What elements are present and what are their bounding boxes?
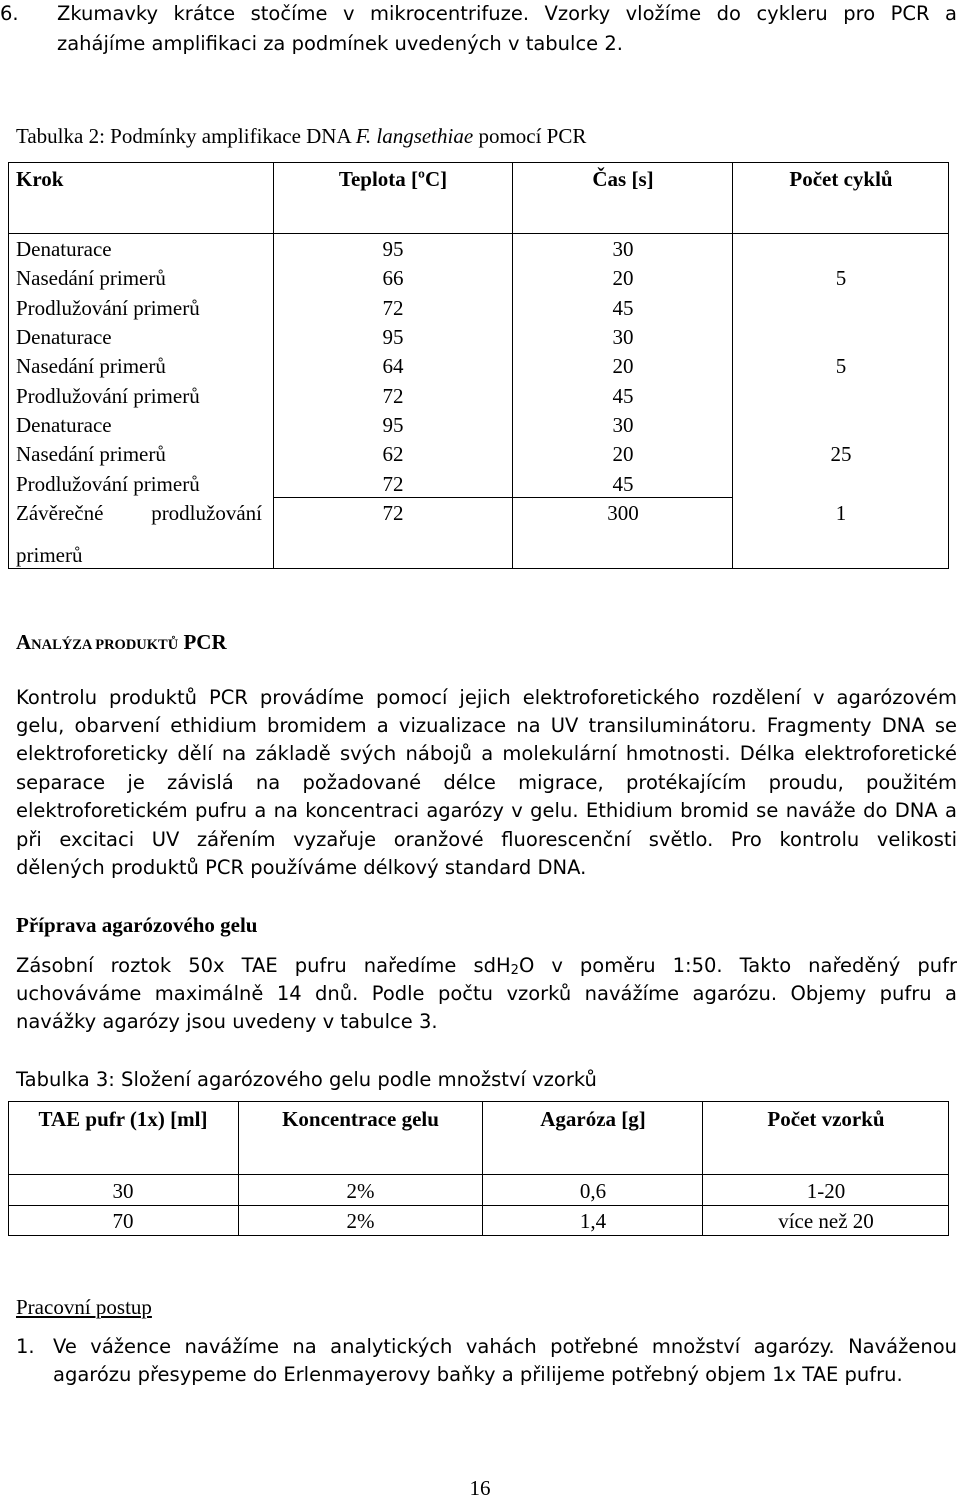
paragraph-line: elektroforeticky dělí na základě svých nábojů a molekulární hmotnosti. Délka elektroforetické	[16, 742, 957, 765]
table-cell-time: 45	[612, 472, 634, 496]
table-cell-temp: 72	[382, 472, 404, 496]
paragraph-line: uchováváme maximálně 14 dnů. Podle počtu vzorků navážíme agarózu. Objemy pufru a	[16, 982, 957, 1005]
table-cell-temp: 72	[382, 501, 404, 525]
procedure-line: agarózu přesypeme do Erlenmayerovy baňky a přilijeme potřebný objem 1x TAE pufru.	[53, 1363, 903, 1386]
table-header: Počet cyklů	[789, 167, 893, 191]
table-cell-step: Prodlužování primerů	[16, 384, 200, 408]
paragraph-line: dělených produktů PCR používáme délkový standard DNA.	[16, 856, 587, 879]
paragraph-line: navážky agarózy jsou uvedeny v tabulce 3.	[16, 1010, 438, 1033]
table-header: Počet vzorků	[767, 1107, 885, 1131]
table-cell-time: 20	[612, 266, 634, 290]
table-cell-step: Nasedání primerů	[16, 354, 166, 378]
table-cell-cycles: 25	[830, 442, 852, 466]
table-cell-temp: 95	[382, 325, 404, 349]
table-cell-time: 30	[612, 325, 634, 349]
section-heading: ANALÝZA PRODUKTŮ PCR	[16, 630, 227, 654]
table-caption	[16, 124, 586, 149]
table-cell: 1-20	[806, 1179, 846, 1203]
table-cell-temp: 95	[382, 237, 404, 261]
table-header: Krok	[16, 167, 64, 191]
table-cell: více než 20	[778, 1209, 874, 1233]
table-cell-temp: 64	[382, 354, 404, 378]
table-cell-step: Nasedání primerů	[16, 442, 166, 466]
paragraph-line: Kontrolu produktů PCR provádíme pomocí jejich elektroforetického rozdělení v agarózovém	[16, 686, 957, 709]
procedure-heading: Pracovní postup	[16, 1295, 152, 1319]
table-cell-time: 45	[612, 384, 634, 408]
table-cell-temp: 66	[382, 266, 404, 290]
caption-text: pomocí PCR	[473, 124, 587, 148]
table-cell: 2%	[346, 1179, 375, 1203]
intro-line: zahájíme amplifikaci za podmínek uvedených v tabulce 2.	[57, 32, 623, 55]
table-header: Agaróza [g]	[540, 1107, 646, 1131]
table-cell-time: 45	[612, 296, 634, 320]
paragraph-line: při excitaci UV zářením vyzařuje oranžové fluorescenční světlo. Pro kontrolu velikosti	[16, 828, 957, 851]
table-cell-time: 30	[612, 413, 634, 437]
table-cell-step: Denaturace	[16, 237, 112, 261]
table-cell-temp: 72	[382, 296, 404, 320]
table-cell-step: primerů	[16, 543, 83, 567]
paragraph-line: separace je závislá na požadované délce migrace, protékajícím proudu, použitém	[16, 771, 957, 794]
table-cell-time: 20	[612, 354, 634, 378]
table-header: Koncentrace gelu	[282, 1107, 439, 1131]
table-header: Teplota [ºC]	[338, 167, 448, 191]
table-header: Čas [s]	[592, 167, 654, 191]
caption-text: Tabulka 2: Podmínky amplifikace DNA	[16, 124, 356, 148]
table-cell-temp: 72	[382, 384, 404, 408]
procedure-line: Ve vážence navážíme na analytických vahách potřebné množství agarózy. Naváženou	[53, 1335, 957, 1358]
table-cell: 70	[112, 1209, 134, 1233]
table-cell-cycles: 1	[835, 501, 847, 525]
table-cell-step: Nasedání primerů	[16, 266, 166, 290]
table-cell-step: Závěrečné prodlužování	[16, 501, 262, 525]
table-cell: 2%	[346, 1209, 375, 1233]
table-cell: 1,4	[579, 1209, 607, 1233]
table-cell-time: 30	[612, 237, 634, 261]
table-cell-step: Denaturace	[16, 325, 112, 349]
table-cell-cycles: 5	[835, 266, 847, 290]
list-number: 6.	[0, 2, 19, 25]
caption-species: F. langsethiae	[355, 124, 474, 148]
subsection-heading: Příprava agarózového gelu	[16, 913, 258, 937]
table-cell-step: Prodlužování primerů	[16, 296, 200, 320]
table-cell-temp: 62	[382, 442, 404, 466]
list-number: 1.	[16, 1335, 35, 1358]
intro-line: Zkumavky krátce stočíme v mikrocentrifuze. Vzorky vložíme do cykleru pro PCR a	[57, 2, 957, 25]
table-cell-step: Denaturace	[16, 413, 112, 437]
page-number: 16	[469, 1476, 491, 1500]
table-cell: 30	[112, 1179, 134, 1203]
table-cell-time: 300	[607, 501, 639, 525]
table-cell-step: Prodlužování primerů	[16, 472, 200, 496]
table-caption: Tabulka 3: Složení agarózového gelu podle množství vzorků	[16, 1068, 597, 1091]
paragraph-line: elektroforetickém pufru a na koncentraci agarózy v gelu. Ethidium bromid se naváže do DNA a	[16, 799, 957, 822]
table-cell-time: 20	[612, 442, 634, 466]
paragraph-line: Zásobní roztok 50x TAE pufru naředíme sdH$_2$O v poměru 1:50. Takto naředěný pufr	[16, 954, 957, 978]
table-cell-temp: 95	[382, 413, 404, 437]
table-header: TAE pufr (1x) [ml]	[38, 1107, 208, 1131]
table-cell-cycles: 5	[835, 354, 847, 378]
table-cell: 0,6	[579, 1179, 607, 1203]
paragraph-line: gelu, obarvení ethidium bromidem a vizualizace na UV transiluminátoru. Fragmenty DNA se	[16, 714, 957, 737]
